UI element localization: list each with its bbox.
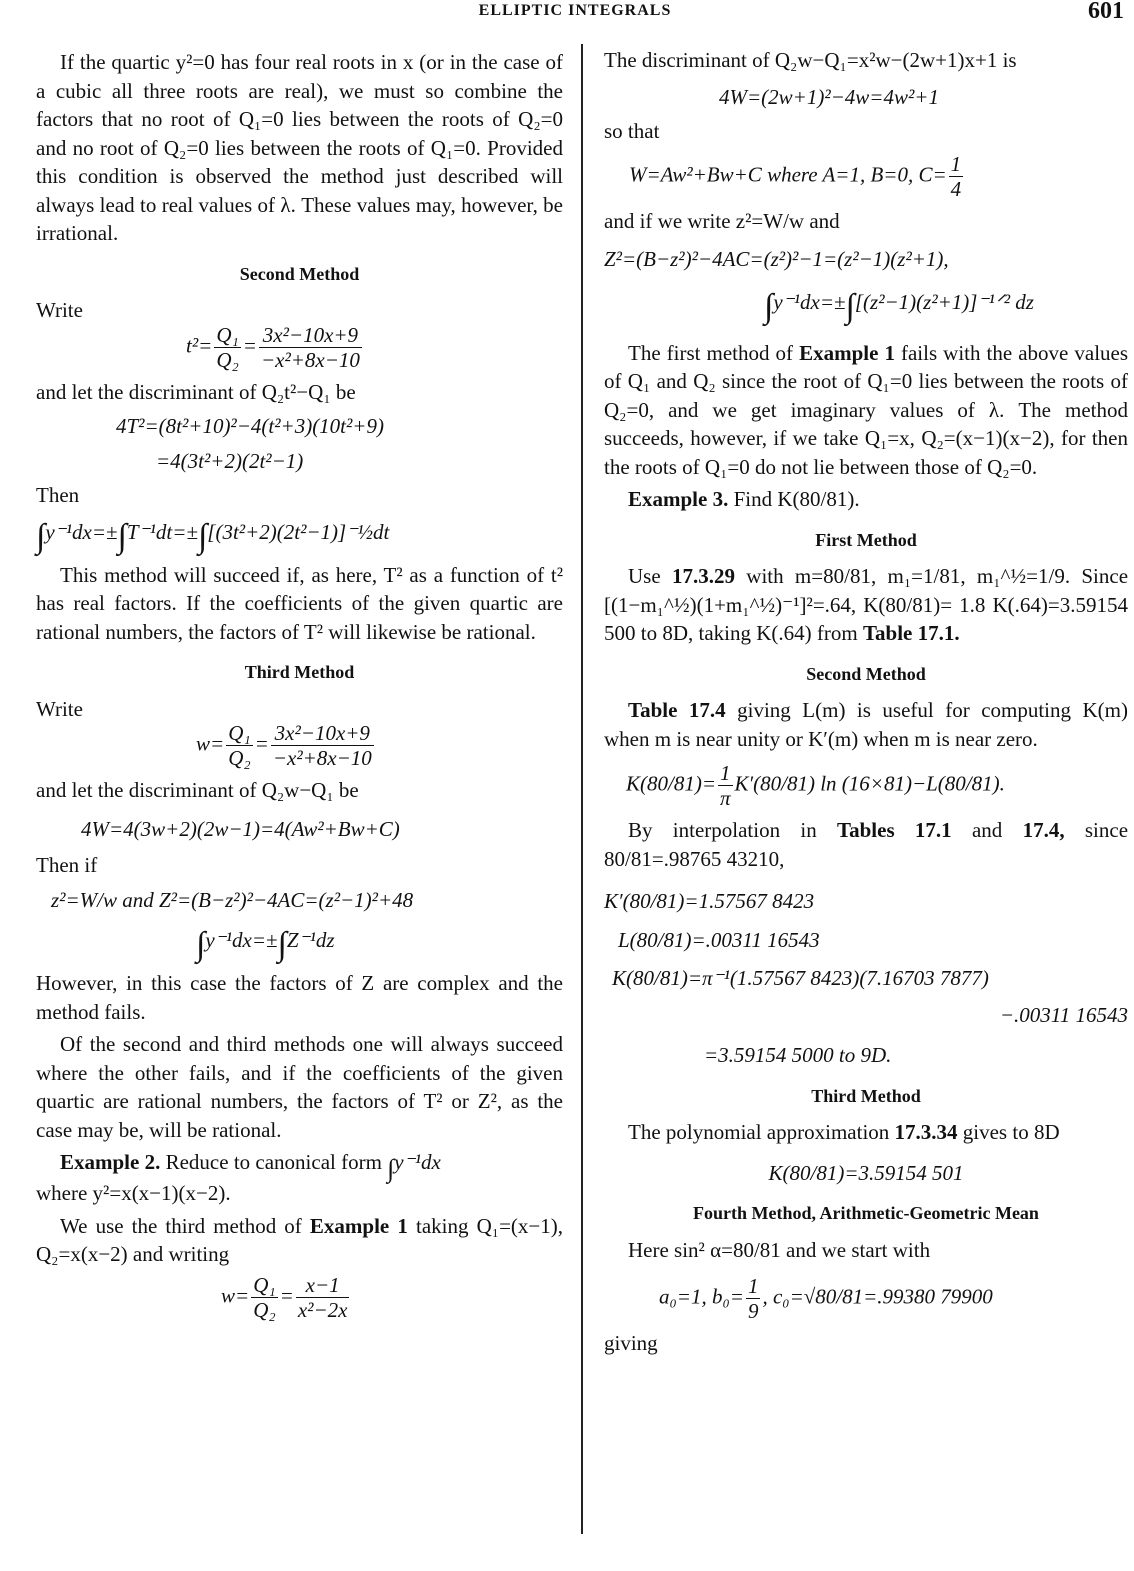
equation-integral-1 bbox=[36, 517, 563, 555]
text-part: The first method of bbox=[628, 340, 794, 365]
then-if-label: Then if bbox=[36, 853, 98, 877]
eq-part: T⁻¹dt=± bbox=[126, 519, 198, 544]
text-part: and bbox=[971, 818, 1003, 842]
equation-integral-3 bbox=[764, 287, 1128, 325]
text-part: We use the third method of bbox=[60, 1213, 302, 1238]
eq-part: y⁻¹dx=± bbox=[205, 928, 278, 952]
table-reference: 17.4, bbox=[1022, 818, 1065, 842]
example-text: Reduce to canonical form bbox=[165, 1150, 382, 1174]
paragraph-second-third-methods: Of the second and third methods one will always succeed where the other fails, and if the coefficients of the given quartic are rational numbers, the factors of T² or Z², as the case may be, will be rational. bbox=[36, 1032, 563, 1142]
numerator: 1 bbox=[718, 761, 733, 786]
denominator: 9 bbox=[747, 1299, 759, 1323]
column-divider bbox=[581, 44, 583, 1534]
paragraph-discriminant: The discriminant of Q₂w−Q₁=x²w−(2w+1)x+1 is bbox=[604, 48, 1017, 72]
example-label: Example 2. bbox=[60, 1150, 161, 1174]
text-part: gives to 8D bbox=[962, 1120, 1060, 1144]
denominator: −x²+8x−10 bbox=[272, 746, 372, 770]
equation-K-8D: K(80/81)=3.59154 501 bbox=[768, 1160, 964, 1185]
text-part: The polynomial approximation bbox=[628, 1120, 890, 1144]
fraction-q1-q2 bbox=[251, 1273, 277, 1322]
formula-reference: 17.3.34 bbox=[894, 1120, 958, 1144]
integral-sign: ∫ bbox=[197, 517, 208, 555]
equation-K-ln bbox=[626, 761, 1128, 810]
left-column bbox=[36, 44, 563, 1328]
numerator: 1 bbox=[747, 1274, 759, 1298]
example-text: Find K(80/81). bbox=[733, 487, 860, 511]
equation-agm-start bbox=[659, 1274, 1128, 1323]
paragraph-first-method-fails bbox=[604, 339, 1128, 482]
and-if-line: and if we write z²=W/w and bbox=[604, 208, 840, 233]
then-label: Then bbox=[36, 483, 80, 507]
eq-part: y⁻¹dx=± bbox=[45, 519, 118, 544]
denominator: Q₂ bbox=[228, 746, 251, 770]
eq-part: , c₀=√80/81=.99380 79900 bbox=[762, 1284, 993, 1309]
equation-4W-2: 4W=(2w+1)²−4w=4w²+1 bbox=[719, 84, 939, 109]
fraction-linear-quadratic bbox=[296, 1273, 350, 1322]
text-part: since 80/81=.98765 43210, bbox=[604, 818, 1129, 871]
eq-part: Z⁻¹dz bbox=[286, 928, 335, 952]
paragraph-interpolation bbox=[604, 816, 1128, 873]
paragraph-second-method-success: This method will succeed if, as here, T² as a function of t² has real factors. If the coefficients of the given quartic are rational numbers, the factors of T² will likewise be rational. bbox=[36, 562, 563, 644]
heading-fourth-method: Fourth Method, Arithmetic-Geometric Mean bbox=[693, 1203, 1039, 1223]
integral-sign: ∫ bbox=[845, 287, 855, 325]
write-label: Write bbox=[36, 696, 83, 721]
equation-K-result: =3.59154 5000 to 9D. bbox=[704, 1043, 892, 1067]
table-reference: Table 17.4 bbox=[628, 698, 726, 722]
eq-part: K′(80/81) ln (16×81)−L(80/81). bbox=[734, 771, 1005, 796]
table-reference: Table 17.1. bbox=[862, 621, 960, 645]
paragraph-quartic-roots: If the quartic y²=0 has four real roots in x (or in the case of a cubic all three roots are real), we must so combine the factors that no root of Q₁=0 lies between the roots of Q₂=0 and no root of Q₂=0 lies between the roots of Q₁=0. Provided this condition is observed the method just described will always lead to real values of λ. These values may, however, be irrational. bbox=[36, 50, 563, 245]
text-part: By interpolation in bbox=[628, 818, 817, 842]
integral-sign: ∫ bbox=[277, 926, 287, 963]
integral-sign: ∫ bbox=[36, 517, 46, 555]
numerator: Q₁ bbox=[228, 721, 251, 745]
integral-sign: ∫ bbox=[196, 926, 206, 963]
numerator: Q₁ bbox=[253, 1272, 276, 1297]
text-part: Use bbox=[628, 564, 661, 588]
example-3 bbox=[604, 485, 1128, 514]
heading-second-method: Second Method bbox=[239, 263, 360, 284]
so-that-label: so that bbox=[604, 119, 660, 143]
example-2 bbox=[36, 1148, 563, 1208]
paragraph-polynomial-approx bbox=[604, 1118, 1128, 1147]
fraction-q1-q2 bbox=[226, 721, 252, 770]
eq-part: y⁻¹dx=± bbox=[773, 289, 846, 314]
numerator: Q₁ bbox=[216, 322, 239, 347]
heading-first-method: First Method bbox=[815, 529, 917, 550]
page-number: 601 bbox=[1088, 0, 1124, 24]
numerator: 3x²−10x+9 bbox=[271, 721, 374, 746]
denominator: Q₂ bbox=[216, 347, 239, 372]
paragraph-use-third-method bbox=[36, 1212, 563, 1269]
text-part: fails with the above values of Q₁ and Q₂ since the root of Q₁=0 lies between the roots of Q₂=0, and we get imaginary values of λ. The method succeeds, however, if we take Q₁=x, Q₂=(x−1)(x−2), for then the roots of Q₁=0 do not lie between those of Q₂=0. bbox=[604, 340, 1129, 479]
discriminant-line-2: and let the discriminant of Q₂w−Q₁ be bbox=[36, 778, 359, 802]
right-column bbox=[604, 44, 1128, 1358]
equation-K-compute: K(80/81)=π⁻¹(1.57567 8423)(7.16703 7877) bbox=[612, 966, 989, 990]
example-reference: Example 1 bbox=[309, 1213, 408, 1238]
equation-integral-2 bbox=[196, 926, 563, 963]
discriminant-line-1: and let the discriminant of Q₂t²−Q₁ be bbox=[36, 379, 356, 404]
denominator: π bbox=[720, 786, 731, 810]
running-header: ELLIPTIC INTEGRALS bbox=[478, 2, 672, 19]
eq-lhs: w= bbox=[196, 731, 225, 756]
integral-sign: ∫ bbox=[764, 287, 774, 325]
numerator: x−1 bbox=[296, 1273, 350, 1298]
equation-K-prime-value: K′(80/81)=1.57567 8423 bbox=[604, 889, 815, 913]
table-reference: Tables 17.1 bbox=[837, 818, 952, 842]
example-reference: Example 1 bbox=[799, 340, 895, 365]
denominator: −x²+8x−10 bbox=[260, 347, 360, 372]
example-where: where y²=x(x−1)(x−2). bbox=[36, 1181, 231, 1205]
eq-part: W=Aw²+Bw+C where A=1, B=0, C= bbox=[629, 161, 947, 186]
fraction-q1-q2 bbox=[214, 323, 240, 372]
eq-lhs: t²= bbox=[186, 332, 213, 357]
paragraph-sin-alpha: Here sin² α=80/81 and we start with bbox=[628, 1237, 931, 1262]
fraction-one-quarter bbox=[949, 152, 964, 201]
fraction-one-over-pi bbox=[718, 761, 733, 810]
integral-sign: ∫ bbox=[117, 517, 127, 555]
eq-part: a₀=1, b₀= bbox=[659, 1284, 744, 1309]
eq-part: [(3t²+2)(2t²−1)]⁻½dt bbox=[207, 519, 390, 544]
heading-third-method: Third Method bbox=[811, 1085, 921, 1106]
equation-z-squared: z²=W/w and Z²=(B−z²)²−4AC=(z²−1)²+48 bbox=[51, 887, 414, 912]
write-label: Write bbox=[36, 298, 83, 322]
equation-L-value: L(80/81)=.00311 16543 bbox=[618, 927, 820, 952]
denominator: 4 bbox=[950, 176, 962, 201]
fraction-quadratics bbox=[259, 323, 362, 372]
paragraph-table-17-4 bbox=[604, 696, 1128, 753]
heading-second-method: Second Method bbox=[806, 663, 926, 684]
equation-4T2-b: =4(3t²+2)(2t²−1) bbox=[156, 448, 304, 473]
numerator: 1 bbox=[950, 151, 962, 176]
example-label: Example 3. bbox=[628, 487, 729, 511]
integral-sign: ∫ bbox=[387, 1154, 395, 1183]
formula-reference: 17.3.29 bbox=[671, 564, 735, 588]
equation-W bbox=[629, 152, 1128, 201]
integrand: y⁻¹dx bbox=[394, 1150, 441, 1174]
eq-part: K(80/81)= bbox=[626, 771, 716, 796]
fraction-quadratics bbox=[271, 721, 374, 770]
paragraph-first-method bbox=[604, 562, 1128, 648]
eq-part: [(z²−1)(z²+1)]⁻¹ᐟ² dz bbox=[854, 289, 1034, 314]
equation-K-subtract: −.00311 16543 bbox=[999, 1002, 1128, 1027]
equation-Z-squared: Z²=(B−z²)²−4AC=(z²)²−1=(z²−1)(z²+1), bbox=[604, 247, 949, 271]
equation-w: w= $\frac{\text{Q₁}}{\text{Q₂}}$ = $\frac{\text{3x²−10x+9}}{\text{−x²+8x−10}}$ bbox=[196, 721, 372, 770]
denominator: x²−2x bbox=[297, 1297, 348, 1322]
heading-third-method: Third Method bbox=[244, 662, 355, 682]
equation-w-2: w= $\frac{\text{Q₁}}{\text{Q₂}}$ = $\frac{x-1}{\text{x²−2x}}$ bbox=[221, 1272, 348, 1322]
text-part: taking Q₁=(x−1), Q₂=x(x−2) and writing bbox=[36, 1213, 563, 1266]
text-part: giving L(m) is useful for computing K(m) when m is near unity or K′(m) when m is near zero. bbox=[604, 698, 1128, 751]
paragraph-method-fails: However, in this case the factors of Z are complex and the method fails. bbox=[36, 971, 563, 1024]
text-part: with m=80/81, m₁=1/81, m₁^½=1/9. Since [(1−m₁^½)(1+m₁^½)⁻¹]²=.64, K(80/81)= 1.8 K(.64)=3.59154 500 to 8D, taking K(.64) from bbox=[604, 564, 1129, 645]
equation-t-squared: t²= $\frac{\text{Q₁}}{\text{Q₂}}$ = $\frac{\text{3x²−10x+9}}{\text{−x²+8x−10}}$ bbox=[186, 322, 360, 372]
equation-4W: 4W=4(3w+2)(2w−1)=4(Aw²+Bw+C) bbox=[81, 816, 400, 841]
fraction-one-ninth bbox=[746, 1274, 761, 1323]
equation-4T2-a: 4T²=(8t²+10)²−4(t²+3)(10t²+9) bbox=[116, 414, 384, 438]
giving-label: giving bbox=[604, 1331, 658, 1355]
numerator: 3x²−10x+9 bbox=[259, 323, 362, 348]
eq-lhs: w= bbox=[221, 1282, 250, 1307]
denominator: Q₂ bbox=[253, 1297, 276, 1322]
